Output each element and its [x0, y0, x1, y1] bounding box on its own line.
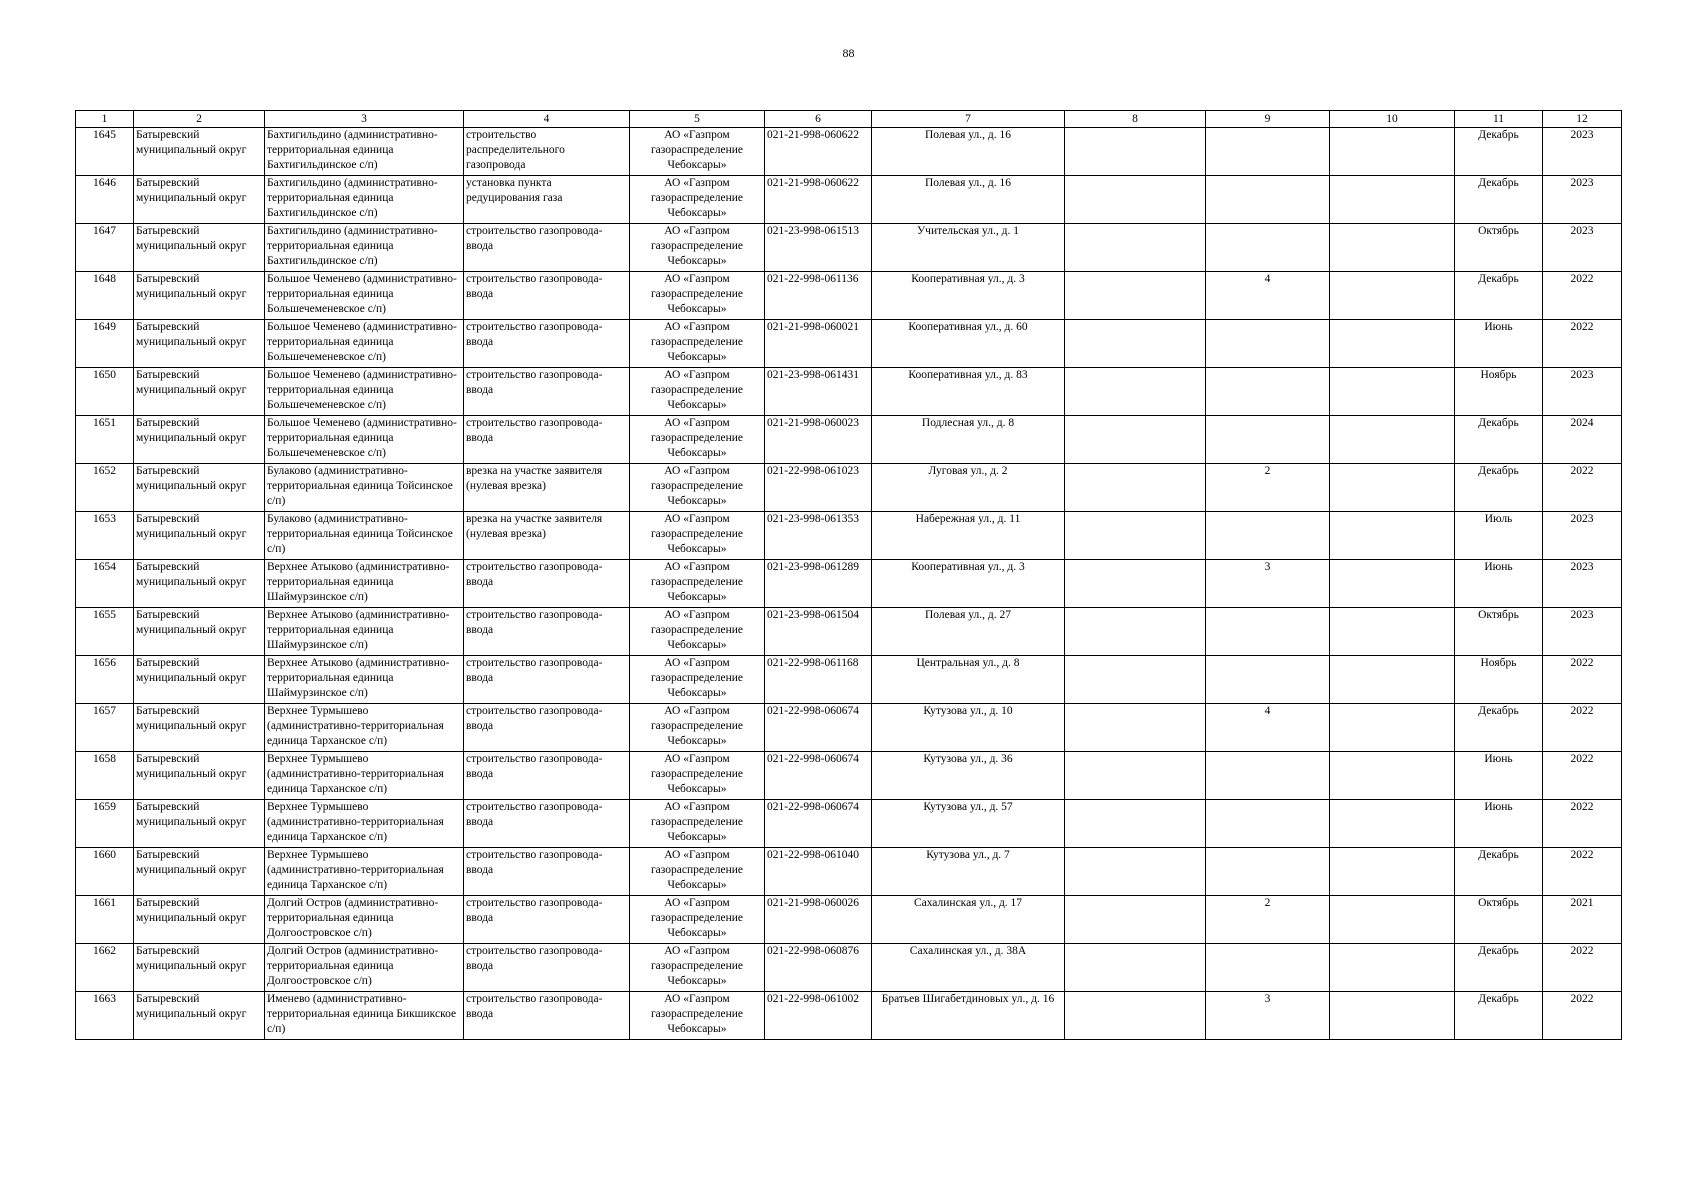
district-cell: Батыревский муниципальный округ	[134, 848, 265, 896]
work-type-cell: строительство газопровода-ввода	[464, 560, 630, 608]
work-type-cell: строительство газопровода-ввода	[464, 944, 630, 992]
settlement-cell: Бахтигильдино (административно-территориальная единица Бахтигильдинское с/п)	[265, 176, 464, 224]
object-code-cell: 021-22-998-060876	[765, 944, 872, 992]
settlement-cell: Верхнее Атыково (административно-территориальная единица Шаймурзинское с/п)	[265, 560, 464, 608]
column-header-7: 7	[872, 111, 1065, 128]
object-code-cell: 021-22-998-060674	[765, 704, 872, 752]
work-type-cell: строительство газопровода-ввода	[464, 368, 630, 416]
work-type-cell: врезка на участке заявителя (нулевая врезка)	[464, 464, 630, 512]
year-cell: 2023	[1543, 560, 1622, 608]
table-row	[76, 752, 1622, 800]
settlement-cell: Верхнее Атыково (административно-территориальная единица Шаймурзинское с/п)	[265, 608, 464, 656]
organization-cell: АО «Газпром газораспределение Чебоксары»	[630, 944, 765, 992]
table-body	[76, 128, 1622, 1040]
column-header-9: 9	[1206, 111, 1330, 128]
organization-cell: АО «Газпром газораспределение Чебоксары»	[630, 416, 765, 464]
settlement-cell: Верхнее Турмышево (административно-территориальная единица Тарханское с/п)	[265, 752, 464, 800]
settlement-cell: Бахтигильдино (административно-территориальная единица Бахтигильдинское с/п)	[265, 128, 464, 176]
table-row	[76, 656, 1622, 704]
column-10-cell	[1330, 224, 1455, 272]
column-8-cell	[1065, 368, 1206, 416]
month-cell: Июнь	[1455, 320, 1543, 368]
object-code-cell: 021-23-998-061513	[765, 224, 872, 272]
settlement-cell: Долгий Остров (административно-территориальная единица Долгоостровское с/п)	[265, 944, 464, 992]
row-number: 1648	[76, 272, 134, 320]
table-row	[76, 800, 1622, 848]
district-cell: Батыревский муниципальный округ	[134, 992, 265, 1040]
year-cell: 2024	[1543, 416, 1622, 464]
settlement-cell: Булаково (административно-территориальная единица Тойсинское с/п)	[265, 512, 464, 560]
column-9-cell	[1206, 368, 1330, 416]
object-code-cell: 021-22-998-060674	[765, 800, 872, 848]
month-cell: Декабрь	[1455, 848, 1543, 896]
organization-cell: АО «Газпром газораспределение Чебоксары»	[630, 368, 765, 416]
organization-cell: АО «Газпром газораспределение Чебоксары»	[630, 848, 765, 896]
work-type-cell: строительство газопровода-ввода	[464, 272, 630, 320]
district-cell: Батыревский муниципальный округ	[134, 560, 265, 608]
organization-cell: АО «Газпром газораспределение Чебоксары»	[630, 560, 765, 608]
year-cell: 2022	[1543, 464, 1622, 512]
table-row	[76, 944, 1622, 992]
settlement-cell: Большое Чеменево (административно-территориальная единица Большечеменевское с/п)	[265, 272, 464, 320]
column-8-cell	[1065, 464, 1206, 512]
column-8-cell	[1065, 416, 1206, 464]
column-8-cell	[1065, 320, 1206, 368]
district-cell: Батыревский муниципальный округ	[134, 944, 265, 992]
district-cell: Батыревский муниципальный округ	[134, 272, 265, 320]
work-type-cell: строительство газопровода-ввода	[464, 848, 630, 896]
column-10-cell	[1330, 944, 1455, 992]
work-type-cell: строительство газопровода-ввода	[464, 656, 630, 704]
table-row	[76, 608, 1622, 656]
column-10-cell	[1330, 560, 1455, 608]
address-cell: Полевая ул., д. 27	[872, 608, 1065, 656]
column-10-cell	[1330, 512, 1455, 560]
organization-cell: АО «Газпром газораспределение Чебоксары»	[630, 320, 765, 368]
organization-cell: АО «Газпром газораспределение Чебоксары»	[630, 704, 765, 752]
settlement-cell: Именево (административно-территориальная единица Бикшикское с/п)	[265, 992, 464, 1040]
district-cell: Батыревский муниципальный округ	[134, 800, 265, 848]
object-code-cell: 021-21-998-060023	[765, 416, 872, 464]
table-row	[76, 704, 1622, 752]
address-cell: Кутузова ул., д. 7	[872, 848, 1065, 896]
column-10-cell	[1330, 992, 1455, 1040]
table-row	[76, 560, 1622, 608]
column-9-cell: 4	[1206, 704, 1330, 752]
settlement-cell: Долгий Остров (административно-территориальная единица Долгоостровское с/п)	[265, 896, 464, 944]
column-8-cell	[1065, 512, 1206, 560]
column-8-cell	[1065, 848, 1206, 896]
month-cell: Ноябрь	[1455, 368, 1543, 416]
work-type-cell: строительство газопровода-ввода	[464, 608, 630, 656]
district-cell: Батыревский муниципальный округ	[134, 656, 265, 704]
object-code-cell: 021-22-998-061040	[765, 848, 872, 896]
work-type-cell: врезка на участке заявителя (нулевая врезка)	[464, 512, 630, 560]
settlement-cell: Большое Чеменево (административно-территориальная единица Большечеменевское с/п)	[265, 320, 464, 368]
object-code-cell: 021-22-998-061002	[765, 992, 872, 1040]
row-number: 1660	[76, 848, 134, 896]
district-cell: Батыревский муниципальный округ	[134, 608, 265, 656]
work-type-cell: строительство газопровода-ввода	[464, 224, 630, 272]
row-number: 1655	[76, 608, 134, 656]
year-cell: 2023	[1543, 368, 1622, 416]
object-code-cell: 021-23-998-061353	[765, 512, 872, 560]
row-number: 1659	[76, 800, 134, 848]
column-9-cell: 2	[1206, 464, 1330, 512]
organization-cell: АО «Газпром газораспределение Чебоксары»	[630, 752, 765, 800]
organization-cell: АО «Газпром газораспределение Чебоксары»	[630, 224, 765, 272]
year-cell: 2023	[1543, 608, 1622, 656]
month-cell: Декабрь	[1455, 176, 1543, 224]
row-number: 1651	[76, 416, 134, 464]
year-cell: 2022	[1543, 800, 1622, 848]
row-number: 1658	[76, 752, 134, 800]
month-cell: Октябрь	[1455, 608, 1543, 656]
object-code-cell: 021-21-998-060021	[765, 320, 872, 368]
month-cell: Июнь	[1455, 560, 1543, 608]
month-cell: Декабрь	[1455, 128, 1543, 176]
registry-table	[75, 110, 1622, 1040]
column-10-cell	[1330, 464, 1455, 512]
column-9-cell	[1206, 752, 1330, 800]
column-8-cell	[1065, 704, 1206, 752]
column-header-10: 10	[1330, 111, 1455, 128]
row-number: 1657	[76, 704, 134, 752]
year-cell: 2023	[1543, 128, 1622, 176]
column-header-8: 8	[1065, 111, 1206, 128]
column-8-cell	[1065, 752, 1206, 800]
row-number: 1647	[76, 224, 134, 272]
column-9-cell	[1206, 608, 1330, 656]
column-9-cell	[1206, 656, 1330, 704]
column-9-cell	[1206, 944, 1330, 992]
year-cell: 2023	[1543, 176, 1622, 224]
column-8-cell	[1065, 272, 1206, 320]
column-10-cell	[1330, 608, 1455, 656]
table-row	[76, 320, 1622, 368]
column-10-cell	[1330, 704, 1455, 752]
column-9-cell: 2	[1206, 896, 1330, 944]
column-header-3: 3	[265, 111, 464, 128]
organization-cell: АО «Газпром газораспределение Чебоксары»	[630, 512, 765, 560]
column-8-cell	[1065, 944, 1206, 992]
address-cell: Подлесная ул., д. 8	[872, 416, 1065, 464]
year-cell: 2022	[1543, 320, 1622, 368]
address-cell: Полевая ул., д. 16	[872, 176, 1065, 224]
address-cell: Кутузова ул., д. 10	[872, 704, 1065, 752]
column-9-cell	[1206, 416, 1330, 464]
column-header-4: 4	[464, 111, 630, 128]
month-cell: Декабрь	[1455, 944, 1543, 992]
column-9-cell: 3	[1206, 992, 1330, 1040]
year-cell: 2022	[1543, 848, 1622, 896]
row-number: 1652	[76, 464, 134, 512]
organization-cell: АО «Газпром газораспределение Чебоксары»	[630, 992, 765, 1040]
year-cell: 2022	[1543, 944, 1622, 992]
column-8-cell	[1065, 176, 1206, 224]
address-cell: Набережная ул., д. 11	[872, 512, 1065, 560]
column-9-cell: 3	[1206, 560, 1330, 608]
district-cell: Батыревский муниципальный округ	[134, 704, 265, 752]
settlement-cell: Бахтигильдино (административно-территориальная единица Бахтигильдинское с/п)	[265, 224, 464, 272]
district-cell: Батыревский муниципальный округ	[134, 512, 265, 560]
table-row	[76, 128, 1622, 176]
row-number: 1661	[76, 896, 134, 944]
settlement-cell: Верхнее Турмышево (административно-территориальная единица Тарханское с/п)	[265, 848, 464, 896]
column-header-2: 2	[134, 111, 265, 128]
column-9-cell	[1206, 320, 1330, 368]
organization-cell: АО «Газпром газораспределение Чебоксары»	[630, 608, 765, 656]
table-row	[76, 848, 1622, 896]
address-cell: Кооперативная ул., д. 83	[872, 368, 1065, 416]
table-header	[76, 111, 1622, 128]
column-9-cell	[1206, 224, 1330, 272]
work-type-cell: строительство газопровода-ввода	[464, 704, 630, 752]
district-cell: Батыревский муниципальный округ	[134, 368, 265, 416]
district-cell: Батыревский муниципальный округ	[134, 752, 265, 800]
work-type-cell: установка пункта редуцирования газа	[464, 176, 630, 224]
month-cell: Декабрь	[1455, 464, 1543, 512]
month-cell: Июль	[1455, 512, 1543, 560]
column-8-cell	[1065, 800, 1206, 848]
column-10-cell	[1330, 656, 1455, 704]
column-header-1: 1	[76, 111, 134, 128]
column-8-cell	[1065, 656, 1206, 704]
column-header-11: 11	[1455, 111, 1543, 128]
work-type-cell: строительство газопровода-ввода	[464, 752, 630, 800]
work-type-cell: строительство распределительного газопровода	[464, 128, 630, 176]
month-cell: Декабрь	[1455, 272, 1543, 320]
settlement-cell: Верхнее Турмышево (административно-территориальная единица Тарханское с/п)	[265, 704, 464, 752]
table-row	[76, 272, 1622, 320]
object-code-cell: 021-21-998-060622	[765, 128, 872, 176]
address-cell: Учительская ул., д. 1	[872, 224, 1065, 272]
column-10-cell	[1330, 272, 1455, 320]
work-type-cell: строительство газопровода-ввода	[464, 992, 630, 1040]
address-cell: Кутузова ул., д. 36	[872, 752, 1065, 800]
month-cell: Октябрь	[1455, 896, 1543, 944]
organization-cell: АО «Газпром газораспределение Чебоксары»	[630, 800, 765, 848]
row-number: 1649	[76, 320, 134, 368]
column-9-cell	[1206, 128, 1330, 176]
address-cell: Полевая ул., д. 16	[872, 128, 1065, 176]
district-cell: Батыревский муниципальный округ	[134, 464, 265, 512]
month-cell: Ноябрь	[1455, 656, 1543, 704]
column-10-cell	[1330, 176, 1455, 224]
year-cell: 2021	[1543, 896, 1622, 944]
settlement-cell: Большое Чеменево (административно-территориальная единица Большечеменевское с/п)	[265, 416, 464, 464]
column-10-cell	[1330, 128, 1455, 176]
object-code-cell: 021-23-998-061431	[765, 368, 872, 416]
address-cell: Кооперативная ул., д. 3	[872, 560, 1065, 608]
work-type-cell: строительство газопровода-ввода	[464, 800, 630, 848]
row-number: 1650	[76, 368, 134, 416]
year-cell: 2022	[1543, 704, 1622, 752]
address-cell: Братьев Шигабетдиновых ул., д. 16	[872, 992, 1065, 1040]
column-9-cell: 4	[1206, 272, 1330, 320]
year-cell: 2022	[1543, 752, 1622, 800]
settlement-cell: Булаково (административно-территориальная единица Тойсинское с/п)	[265, 464, 464, 512]
year-cell: 2022	[1543, 656, 1622, 704]
table-row	[76, 224, 1622, 272]
table-row	[76, 368, 1622, 416]
column-8-cell	[1065, 128, 1206, 176]
month-cell: Июнь	[1455, 752, 1543, 800]
object-code-cell: 021-22-998-061168	[765, 656, 872, 704]
row-number: 1645	[76, 128, 134, 176]
district-cell: Батыревский муниципальный округ	[134, 896, 265, 944]
column-8-cell	[1065, 608, 1206, 656]
organization-cell: АО «Газпром газораспределение Чебоксары»	[630, 272, 765, 320]
column-9-cell	[1206, 800, 1330, 848]
address-cell: Кооперативная ул., д. 3	[872, 272, 1065, 320]
column-9-cell	[1206, 512, 1330, 560]
column-10-cell	[1330, 416, 1455, 464]
organization-cell: АО «Газпром газораспределение Чебоксары»	[630, 176, 765, 224]
address-cell: Кооперативная ул., д. 60	[872, 320, 1065, 368]
address-cell: Кутузова ул., д. 57	[872, 800, 1065, 848]
organization-cell: АО «Газпром газораспределение Чебоксары»	[630, 128, 765, 176]
row-number: 1656	[76, 656, 134, 704]
organization-cell: АО «Газпром газораспределение Чебоксары»	[630, 656, 765, 704]
column-10-cell	[1330, 896, 1455, 944]
district-cell: Батыревский муниципальный округ	[134, 416, 265, 464]
table-row	[76, 896, 1622, 944]
settlement-cell: Верхнее Атыково (административно-территориальная единица Шаймурзинское с/п)	[265, 656, 464, 704]
table-row	[76, 464, 1622, 512]
column-10-cell	[1330, 368, 1455, 416]
object-code-cell: 021-23-998-061504	[765, 608, 872, 656]
address-cell: Сахалинская ул., д. 38А	[872, 944, 1065, 992]
column-header-5: 5	[630, 111, 765, 128]
month-cell: Декабрь	[1455, 992, 1543, 1040]
page-number: 88	[842, 46, 855, 60]
row-number: 1653	[76, 512, 134, 560]
object-code-cell: 021-22-998-061136	[765, 272, 872, 320]
organization-cell: АО «Газпром газораспределение Чебоксары»	[630, 896, 765, 944]
district-cell: Батыревский муниципальный округ	[134, 320, 265, 368]
object-code-cell: 021-22-998-060674	[765, 752, 872, 800]
row-number: 1654	[76, 560, 134, 608]
district-cell: Батыревский муниципальный округ	[134, 224, 265, 272]
row-number: 1662	[76, 944, 134, 992]
row-number: 1663	[76, 992, 134, 1040]
object-code-cell: 021-22-998-061023	[765, 464, 872, 512]
column-9-cell	[1206, 176, 1330, 224]
column-header-12: 12	[1543, 111, 1622, 128]
address-cell: Сахалинская ул., д. 17	[872, 896, 1065, 944]
column-9-cell	[1206, 848, 1330, 896]
address-cell: Луговая ул., д. 2	[872, 464, 1065, 512]
header-row	[76, 111, 1622, 128]
column-10-cell	[1330, 800, 1455, 848]
row-number: 1646	[76, 176, 134, 224]
month-cell: Октябрь	[1455, 224, 1543, 272]
organization-cell: АО «Газпром газораспределение Чебоксары»	[630, 464, 765, 512]
table-row	[76, 992, 1622, 1040]
district-cell: Батыревский муниципальный округ	[134, 128, 265, 176]
settlement-cell: Большое Чеменево (административно-территориальная единица Большечеменевское с/п)	[265, 368, 464, 416]
district-cell: Батыревский муниципальный округ	[134, 176, 265, 224]
table-row	[76, 176, 1622, 224]
column-8-cell	[1065, 992, 1206, 1040]
address-cell: Центральная ул., д. 8	[872, 656, 1065, 704]
column-8-cell	[1065, 560, 1206, 608]
settlement-cell: Верхнее Турмышево (административно-территориальная единица Тарханское с/п)	[265, 800, 464, 848]
year-cell: 2023	[1543, 224, 1622, 272]
object-code-cell: 021-23-998-061289	[765, 560, 872, 608]
column-8-cell	[1065, 896, 1206, 944]
year-cell: 2022	[1543, 992, 1622, 1040]
work-type-cell: строительство газопровода-ввода	[464, 896, 630, 944]
column-10-cell	[1330, 848, 1455, 896]
object-code-cell: 021-21-998-060026	[765, 896, 872, 944]
work-type-cell: строительство газопровода-ввода	[464, 416, 630, 464]
column-8-cell	[1065, 224, 1206, 272]
column-10-cell	[1330, 752, 1455, 800]
work-type-cell: строительство газопровода-ввода	[464, 320, 630, 368]
column-header-6: 6	[765, 111, 872, 128]
month-cell: Декабрь	[1455, 416, 1543, 464]
year-cell: 2022	[1543, 272, 1622, 320]
month-cell: Декабрь	[1455, 704, 1543, 752]
column-10-cell	[1330, 320, 1455, 368]
month-cell: Июнь	[1455, 800, 1543, 848]
year-cell: 2023	[1543, 512, 1622, 560]
object-code-cell: 021-21-998-060622	[765, 176, 872, 224]
table-row	[76, 512, 1622, 560]
table-row	[76, 416, 1622, 464]
